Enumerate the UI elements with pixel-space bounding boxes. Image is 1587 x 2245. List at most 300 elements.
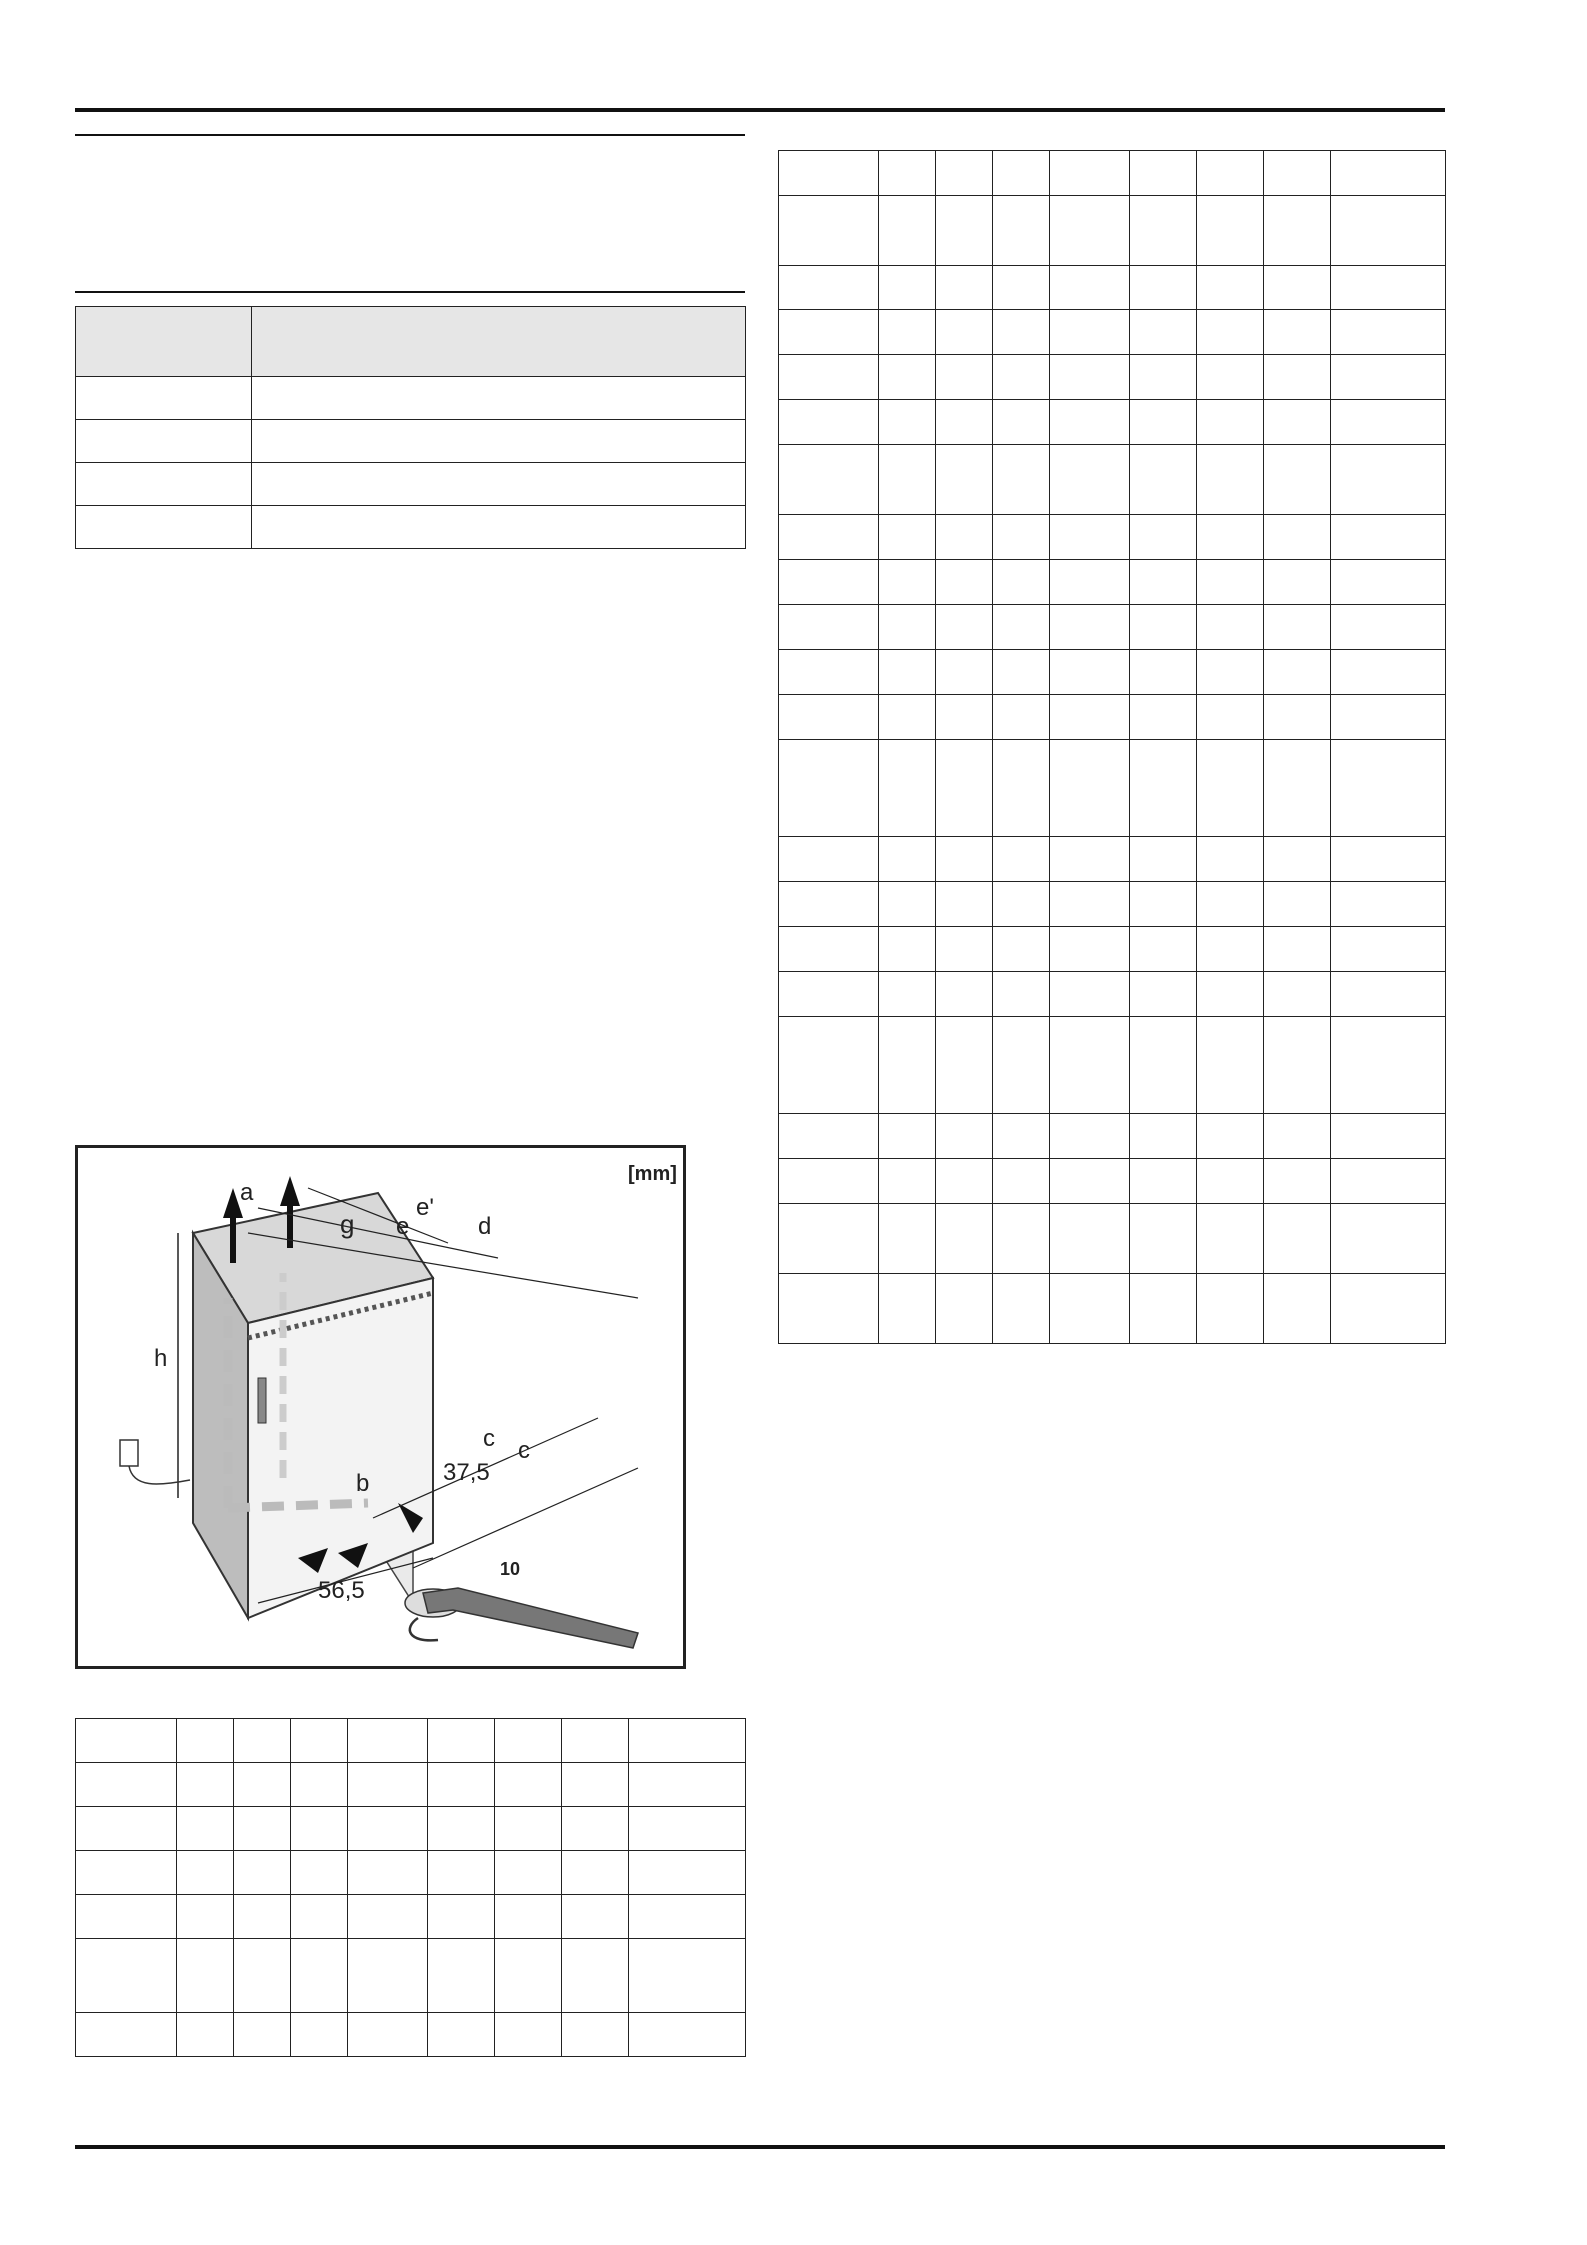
table-cell	[1197, 515, 1264, 560]
table-cell	[1130, 151, 1197, 196]
table-cell	[936, 515, 993, 560]
airflow-path-bottom	[228, 1503, 368, 1508]
table-cell	[993, 650, 1050, 695]
table-cell	[1331, 695, 1446, 740]
table-cell	[1050, 1204, 1130, 1274]
table-cell	[1264, 1017, 1331, 1114]
table-cell	[76, 1851, 177, 1895]
table-cell	[779, 1204, 879, 1274]
table-cell	[779, 445, 879, 515]
table-cell	[1264, 1204, 1331, 1274]
table-cell	[1197, 196, 1264, 266]
table-row	[76, 377, 746, 420]
table-cell	[1197, 695, 1264, 740]
table-row	[779, 400, 1446, 445]
table-cell	[779, 1114, 879, 1159]
table-cell	[779, 927, 879, 972]
table-cell	[629, 1939, 746, 2013]
table-cell	[1130, 605, 1197, 650]
table-cell	[348, 1807, 428, 1851]
table-cell	[936, 1274, 993, 1344]
table-row	[76, 1807, 746, 1851]
table-cell	[993, 445, 1050, 515]
table-cell	[1130, 927, 1197, 972]
table-cell	[562, 1851, 629, 1895]
table-cell	[936, 560, 993, 605]
table-cell	[495, 2013, 562, 2057]
table-cell	[879, 1204, 936, 1274]
table-cell	[1130, 1204, 1197, 1274]
table-cell	[76, 2013, 177, 2057]
table-cell	[1130, 1017, 1197, 1114]
table-cell	[629, 2013, 746, 2057]
table-cell	[1264, 1159, 1331, 1204]
table-cell	[879, 972, 936, 1017]
table-cell	[1197, 650, 1264, 695]
table-row	[76, 2013, 746, 2057]
table-cell	[1130, 445, 1197, 515]
table-cell	[1050, 515, 1130, 560]
table-header-row	[76, 307, 746, 377]
table-row	[779, 1017, 1446, 1114]
door-handle	[258, 1378, 266, 1423]
table-row	[779, 445, 1446, 515]
table-cell	[1130, 972, 1197, 1017]
table-cell	[879, 1114, 936, 1159]
table-cell	[1264, 927, 1331, 972]
table-cell	[993, 196, 1050, 266]
table-cell	[1264, 266, 1331, 310]
table-cell	[1130, 837, 1197, 882]
table-cell	[879, 266, 936, 310]
table-cell	[879, 927, 936, 972]
table-cell	[879, 1159, 936, 1204]
table-cell	[779, 400, 879, 445]
table-cell	[1050, 837, 1130, 882]
dim-label-c2: c	[518, 1437, 530, 1464]
table-cell	[562, 1807, 629, 1851]
table-cell	[779, 605, 879, 650]
dim-label-d: d	[478, 1213, 492, 1240]
table-cell	[562, 1763, 629, 1807]
dim-label-c1: c	[483, 1425, 495, 1452]
table-cell	[76, 1939, 177, 2013]
table-cell	[562, 1939, 629, 2013]
table-cell	[562, 1719, 629, 1763]
table-cell	[1331, 196, 1446, 266]
table-cell	[936, 400, 993, 445]
right-grid-table	[778, 150, 1446, 1344]
table-cell	[1331, 650, 1446, 695]
table-cell	[495, 1763, 562, 1807]
table-cell	[1050, 650, 1130, 695]
table-row	[779, 266, 1446, 310]
table-cell	[879, 740, 936, 837]
table-cell	[993, 515, 1050, 560]
table-cell	[779, 882, 879, 927]
table-cell	[252, 463, 746, 506]
table-cell	[428, 1939, 495, 2013]
table-cell	[879, 515, 936, 560]
table-cell	[1331, 355, 1446, 400]
table-row	[76, 1939, 746, 2013]
table-cell	[495, 1939, 562, 2013]
table-row	[779, 355, 1446, 400]
table-cell	[1050, 1017, 1130, 1114]
table-row	[76, 1895, 746, 1939]
rotation-arrow-icon	[410, 1618, 438, 1640]
table-cell	[1130, 400, 1197, 445]
table-cell	[348, 1851, 428, 1895]
table-cell	[1130, 740, 1197, 837]
table-cell	[76, 1719, 177, 1763]
table-cell	[1050, 605, 1130, 650]
table-cell	[936, 151, 993, 196]
table-cell	[936, 837, 993, 882]
table-row	[779, 1159, 1446, 1204]
table-cell	[993, 1114, 1050, 1159]
footer-rule	[75, 2145, 1445, 2149]
table-row	[76, 506, 746, 549]
table-cell	[1050, 695, 1130, 740]
table-cell	[1130, 1274, 1197, 1344]
table-cell	[252, 506, 746, 549]
table-cell	[1197, 445, 1264, 515]
dim-label-a: a	[240, 1179, 254, 1206]
table-cell	[234, 2013, 291, 2057]
table-row	[779, 882, 1446, 927]
table-cell	[936, 650, 993, 695]
table-cell	[1331, 1204, 1446, 1274]
table-cell	[1197, 1274, 1264, 1344]
table-cell	[1264, 515, 1331, 560]
table-cell	[1197, 266, 1264, 310]
table-cell	[936, 972, 993, 1017]
table-cell	[879, 560, 936, 605]
table-cell	[1331, 882, 1446, 927]
table-cell	[879, 355, 936, 400]
table-cell	[629, 1719, 746, 1763]
table-row	[779, 695, 1446, 740]
table-row	[779, 196, 1446, 266]
table-cell	[1331, 927, 1446, 972]
table-cell	[1331, 1114, 1446, 1159]
table-cell	[1331, 560, 1446, 605]
table-cell	[1050, 560, 1130, 605]
table-cell	[562, 1895, 629, 1939]
table-cell	[993, 882, 1050, 927]
table-cell	[993, 1159, 1050, 1204]
table-row	[76, 1763, 746, 1807]
table-cell	[993, 1204, 1050, 1274]
left-upper-table	[75, 306, 746, 549]
table-row	[779, 837, 1446, 882]
table-row	[76, 1719, 746, 1763]
table-row	[779, 151, 1446, 196]
table-cell	[1130, 882, 1197, 927]
table-cell	[291, 1895, 348, 1939]
table-cell	[234, 1719, 291, 1763]
table-cell	[879, 605, 936, 650]
table-cell	[291, 1939, 348, 2013]
table-cell	[1264, 972, 1331, 1017]
table-cell	[629, 1807, 746, 1851]
appliance-drawing	[78, 1148, 683, 1666]
table-cell	[1050, 972, 1130, 1017]
table-cell	[1130, 196, 1197, 266]
table-cell	[76, 506, 252, 549]
table-row	[779, 310, 1446, 355]
table-cell	[495, 1895, 562, 1939]
table-cell	[495, 1807, 562, 1851]
table-cell	[879, 151, 936, 196]
table-cell	[252, 420, 746, 463]
table-cell	[1331, 515, 1446, 560]
table-row	[779, 1114, 1446, 1159]
table-cell	[1331, 310, 1446, 355]
table-row	[779, 515, 1446, 560]
table-row	[779, 927, 1446, 972]
table-cell	[993, 151, 1050, 196]
table-cell	[495, 1719, 562, 1763]
table-cell	[1050, 740, 1130, 837]
table-cell	[1331, 1017, 1446, 1114]
table-cell	[879, 1017, 936, 1114]
table-cell	[936, 605, 993, 650]
table-cell	[1264, 560, 1331, 605]
table-cell	[1197, 355, 1264, 400]
table-row	[76, 420, 746, 463]
table-cell	[1264, 151, 1331, 196]
table-cell	[1197, 310, 1264, 355]
table-cell	[177, 1895, 234, 1939]
table-cell	[779, 972, 879, 1017]
table-cell	[779, 560, 879, 605]
table-cell	[177, 1807, 234, 1851]
table-cell	[779, 355, 879, 400]
table-cell	[936, 695, 993, 740]
table-row	[779, 650, 1446, 695]
table-cell	[177, 1939, 234, 2013]
table-cell	[562, 2013, 629, 2057]
table-cell	[1331, 266, 1446, 310]
table-cell	[1331, 400, 1446, 445]
wrench-size-label: 10	[500, 1559, 521, 1579]
table-cell	[993, 560, 1050, 605]
table-cell	[348, 1895, 428, 1939]
table-cell	[1050, 310, 1130, 355]
table-cell	[76, 1763, 177, 1807]
installation-dimension-figure	[75, 1145, 686, 1669]
table-cell	[234, 1807, 291, 1851]
left-lower-table	[75, 1718, 746, 2057]
table-cell	[1050, 927, 1130, 972]
table-cell	[1197, 740, 1264, 837]
table-cell	[1331, 740, 1446, 837]
table-cell	[177, 1851, 234, 1895]
table-cell	[234, 1763, 291, 1807]
table-cell	[779, 310, 879, 355]
table-cell	[234, 1851, 291, 1895]
table-cell	[993, 837, 1050, 882]
table-cell	[879, 882, 936, 927]
table-cell	[936, 266, 993, 310]
table-cell	[1331, 151, 1446, 196]
table-cell	[1197, 837, 1264, 882]
table-cell	[428, 2013, 495, 2057]
table-cell	[177, 2013, 234, 2057]
table-cell	[879, 695, 936, 740]
table-cell	[428, 1719, 495, 1763]
table-cell	[779, 196, 879, 266]
table-row	[779, 1204, 1446, 1274]
table-cell	[779, 740, 879, 837]
table-cell	[993, 310, 1050, 355]
table-cell	[1050, 400, 1130, 445]
table-cell	[1264, 400, 1331, 445]
header-cell	[76, 307, 252, 377]
table-cell	[936, 310, 993, 355]
table-cell	[1130, 650, 1197, 695]
table-cell	[879, 837, 936, 882]
table-cell	[936, 1114, 993, 1159]
table-cell	[1197, 605, 1264, 650]
table-cell	[936, 882, 993, 927]
table-cell	[1197, 882, 1264, 927]
table-cell	[779, 650, 879, 695]
table-cell	[291, 2013, 348, 2057]
table-cell	[879, 196, 936, 266]
table-cell	[1264, 695, 1331, 740]
table-cell	[779, 151, 879, 196]
table-cell	[936, 1204, 993, 1274]
table-cell	[1050, 445, 1130, 515]
table-cell	[428, 1763, 495, 1807]
table-cell	[1264, 1274, 1331, 1344]
table-cell	[1331, 1274, 1446, 1344]
table-cell	[291, 1763, 348, 1807]
table-cell	[779, 266, 879, 310]
table-cell	[76, 1807, 177, 1851]
table-cell	[348, 1719, 428, 1763]
header-cell	[252, 307, 746, 377]
table-cell	[1331, 837, 1446, 882]
table-cell	[879, 650, 936, 695]
table-cell	[1197, 1159, 1264, 1204]
table-cell	[779, 1159, 879, 1204]
table-cell	[1050, 1114, 1130, 1159]
table-cell	[76, 1895, 177, 1939]
table-cell	[1130, 1159, 1197, 1204]
table-cell	[779, 837, 879, 882]
table-cell	[1264, 196, 1331, 266]
table-cell	[879, 445, 936, 515]
table-cell	[1197, 151, 1264, 196]
table-cell	[1331, 972, 1446, 1017]
table-cell	[291, 1851, 348, 1895]
table-cell	[1264, 882, 1331, 927]
table-cell	[936, 927, 993, 972]
table-row	[76, 1851, 746, 1895]
table-cell	[879, 400, 936, 445]
table-cell	[936, 1159, 993, 1204]
table-cell	[1264, 355, 1331, 400]
power-socket-icon	[120, 1440, 138, 1466]
table-cell	[291, 1807, 348, 1851]
table-cell	[1050, 1159, 1130, 1204]
table-cell	[1264, 740, 1331, 837]
dim-label-e: e	[396, 1213, 410, 1240]
table-row	[779, 560, 1446, 605]
table-row	[779, 1274, 1446, 1344]
table-cell	[993, 400, 1050, 445]
power-cable	[129, 1466, 190, 1484]
table-cell	[779, 695, 879, 740]
table-cell	[177, 1763, 234, 1807]
table-cell	[252, 377, 746, 420]
table-cell	[348, 1939, 428, 2013]
table-cell	[779, 1017, 879, 1114]
table-cell	[779, 1274, 879, 1344]
table-cell	[1331, 1159, 1446, 1204]
table-cell	[993, 266, 1050, 310]
table-cell	[1130, 560, 1197, 605]
dim-label-e-prime: e'	[416, 1194, 434, 1221]
table-cell	[993, 972, 1050, 1017]
table-cell	[428, 1895, 495, 1939]
table-cell	[1197, 400, 1264, 445]
table-cell	[993, 355, 1050, 400]
table-cell	[1050, 196, 1130, 266]
table-cell	[234, 1939, 291, 2013]
table-cell	[1264, 1114, 1331, 1159]
table-cell	[629, 1763, 746, 1807]
table-cell	[1197, 1204, 1264, 1274]
table-cell	[1197, 972, 1264, 1017]
table-cell	[629, 1851, 746, 1895]
table-cell	[1197, 560, 1264, 605]
dim-label-h: h	[154, 1345, 168, 1372]
table-cell	[1264, 605, 1331, 650]
table-cell	[936, 355, 993, 400]
table-cell	[1264, 837, 1331, 882]
table-cell	[1264, 310, 1331, 355]
table-cell	[1331, 605, 1446, 650]
unit-label: [mm]	[628, 1163, 677, 1185]
table-cell	[993, 1274, 1050, 1344]
table-row	[779, 972, 1446, 1017]
table-cell	[1130, 266, 1197, 310]
table-cell	[1197, 1114, 1264, 1159]
table-row	[779, 740, 1446, 837]
table-cell	[1050, 1274, 1130, 1344]
table-cell	[1050, 355, 1130, 400]
table-cell	[1264, 650, 1331, 695]
table-cell	[993, 695, 1050, 740]
table-cell	[76, 420, 252, 463]
table-cell	[1197, 927, 1264, 972]
table-row	[779, 605, 1446, 650]
table-cell	[234, 1895, 291, 1939]
table-cell	[1050, 151, 1130, 196]
table-cell	[1130, 695, 1197, 740]
table-cell	[76, 377, 252, 420]
wrench-icon	[423, 1588, 638, 1648]
dim-label-b: b	[356, 1470, 370, 1497]
table-cell	[1130, 1114, 1197, 1159]
table-cell	[1197, 1017, 1264, 1114]
table-row	[76, 463, 746, 506]
